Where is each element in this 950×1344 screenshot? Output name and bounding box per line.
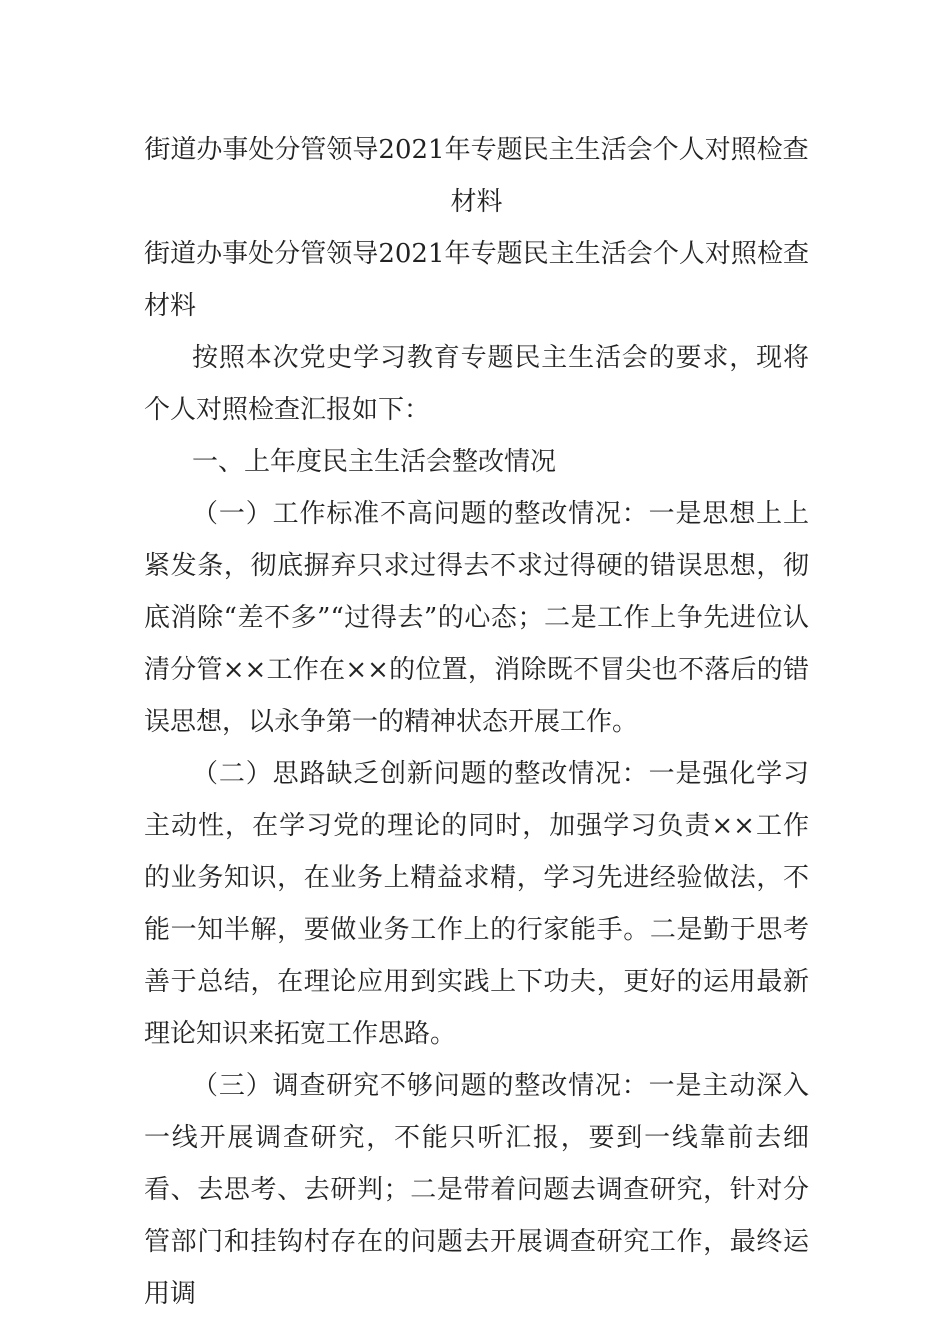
paragraph-2: （二）思路缺乏创新问题的整改情况：一是强化学习主动性，在学习党的理论的同时，加强学习负责××工作的业务知识，在业务上精益求精，学习先进经验做法，不能一知半解，要做业务工作上的行家能手。二是勤于思考善于总结，在理论应用到实践上下功夫，更好的运用最新理论知识来拓宽工作思路。 <box>144 759 809 1049</box>
document-body <box>144 124 809 1320</box>
paragraph-3: （三）调查研究不够问题的整改情况：一是主动深入一线开展调查研究，不能只听汇报，要到一线靠前去细看、去思考、去研判；二是带着问题去调查研究，针对分管部门和挂钩村存在的问题去开展调查研究工作，最终运用调 <box>144 1071 809 1309</box>
document-title-repeat: 街道办事处分管领导2021年专题民主生活会个人对照检查材料 <box>144 239 809 321</box>
section-heading-1: 一、上年度民主生活会整改情况 <box>192 447 557 477</box>
intro-paragraph: 按照本次党史学习教育专题民主生活会的要求，现将个人对照检查汇报如下： <box>144 343 809 425</box>
paragraph-1: （一）工作标准不高问题的整改情况：一是思想上上紧发条，彻底摒弃只求过得去不求过得硬的错误思想，彻底消除“差不多”“过得去”的心态；二是工作上争先进位认清分管××工作在××的位置，消除既不冒尖也不落后的错误思想，以永争第一的精神状态开展工作。 <box>144 499 809 737</box>
document-title: 街道办事处分管领导2021年专题民主生活会个人对照检查材料 <box>144 135 809 217</box>
